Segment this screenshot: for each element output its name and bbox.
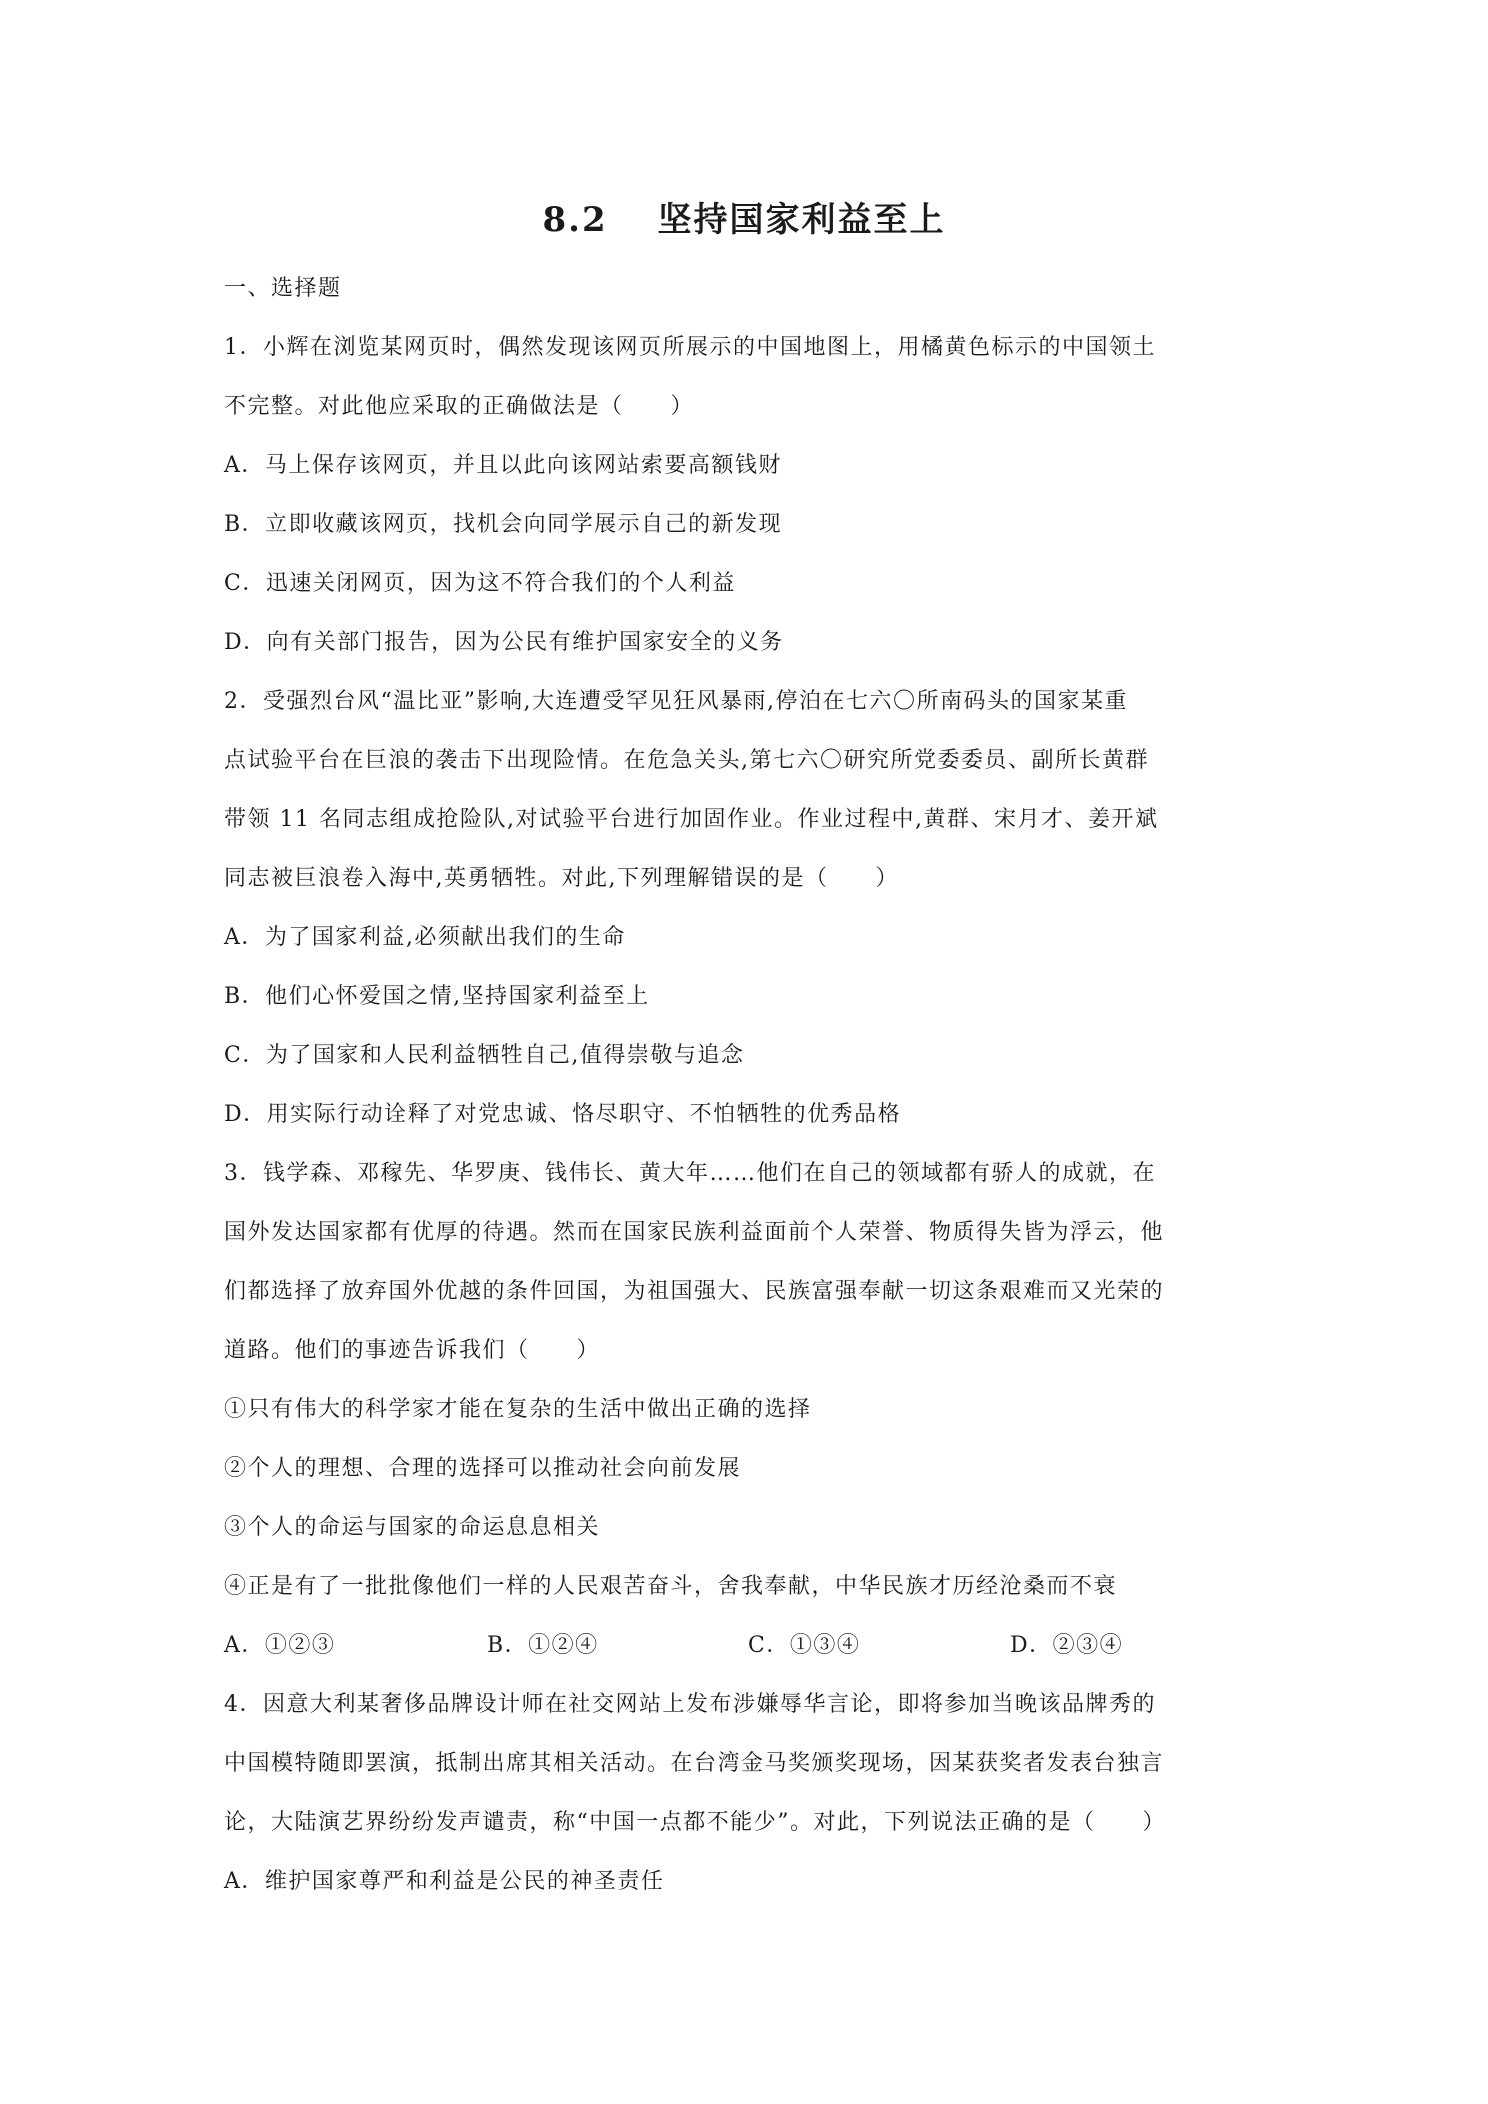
q3-statement-2: ②个人的理想、合理的选择可以推动社会向前发展 [224,1456,742,1481]
q4-option-a: A．维护国家尊严和利益是公民的神圣责任 [224,1869,665,1894]
q3-stem-line-1: 3．钱学森、邓稼先、华罗庚、钱伟长、黄大年……他们在自己的领域都有骄人的成就，在 [224,1161,1156,1186]
q1-stem-line-1: 1．小辉在浏览某网页时，偶然发现该网页所展示的中国地图上，用橘黄色标示的中国领土 [224,335,1157,360]
q3-option-c: C．①③④ [748,1633,861,1658]
q3-statement-4: ④正是有了一批批像他们一样的人民艰苦奋斗，舍我奉献，中华民族才历经沧桑而不衰 [224,1574,1118,1599]
q3-option-d: D．②③④ [1010,1633,1124,1658]
q2-stem-line-1: 2．受强烈台风“温比亚”影响,大连遭受罕见狂风暴雨,停泊在七六〇所南码头的国家某重 [224,689,1128,714]
q2-stem-line-3: 带领 11 名同志组成抢险队,对试验平台进行加固作业。作业过程中,黄群、宋月才、姜开斌 [224,807,1159,832]
q3-statement-1: ①只有伟大的科学家才能在复杂的生活中做出正确的选择 [224,1397,812,1422]
q3-stem-line-2: 国外发达国家都有优厚的待遇。然而在国家民族利益面前个人荣誉、物质得失皆为浮云，他 [224,1220,1165,1245]
q2-option-d: D．用实际行动诠释了对党忠诚、恪尽职守、不怕牺牲的优秀品格 [224,1102,902,1127]
q1-option-d: D．向有关部门报告，因为公民有维护国家安全的义务 [224,630,784,655]
q2-stem-line-2: 点试验平台在巨浪的袭击下出现险情。在危急关头,第七六〇研究所党委委员、副所长黄群 [224,748,1149,773]
q3-option-b: B．①②④ [487,1633,599,1658]
q1-option-b: B．立即收藏该网页，找机会向同学展示自己的新发现 [224,512,783,537]
q4-stem-line-2: 中国模特随即罢演，抵制出席其相关活动。在台湾金马奖颁奖现场，因某获奖者发表台独言 [224,1751,1165,1776]
q1-stem-line-2: 不完整。对此他应采取的正确做法是（ ） [224,394,695,419]
q2-option-a: A．为了国家利益,必须献出我们的生命 [224,925,626,950]
q4-stem-line-1: 4．因意大利某奢侈品牌设计师在社交网站上发布涉嫌辱华言论，即将参加当晚该品牌秀的 [224,1692,1157,1717]
q2-option-c: C．为了国家和人民利益牺牲自己,值得崇敬与追念 [224,1043,745,1068]
q3-stem-line-3: 们都选择了放弃国外优越的条件回国，为祖国强大、民族富强奉献一切这条艰难而又光荣的 [224,1279,1165,1304]
q3-stem-line-4: 道路。他们的事迹告诉我们（ ） [224,1338,601,1363]
q3-statement-3: ③个人的命运与国家的命运息息相关 [224,1515,601,1540]
page-title: 8.2 坚持国家利益至上 [542,200,946,240]
q3-option-a: A．①②③ [224,1633,336,1658]
section-heading: 一、选择题 [224,276,342,301]
q1-option-a: A．马上保存该网页，并且以此向该网站索要高额钱财 [224,453,782,478]
q2-option-b: B．他们心怀爱国之情,坚持国家利益至上 [224,984,650,1009]
q2-stem-line-4: 同志被巨浪卷入海中,英勇牺牲。对此,下列理解错误的是（ ） [224,866,899,891]
q1-option-c: C．迅速关闭网页，因为这不符合我们的个人利益 [224,571,736,596]
q4-stem-line-3: 论，大陆演艺界纷纷发声谴责，称“中国一点都不能少”。对此，下列说法正确的是（ ） [224,1810,1166,1835]
